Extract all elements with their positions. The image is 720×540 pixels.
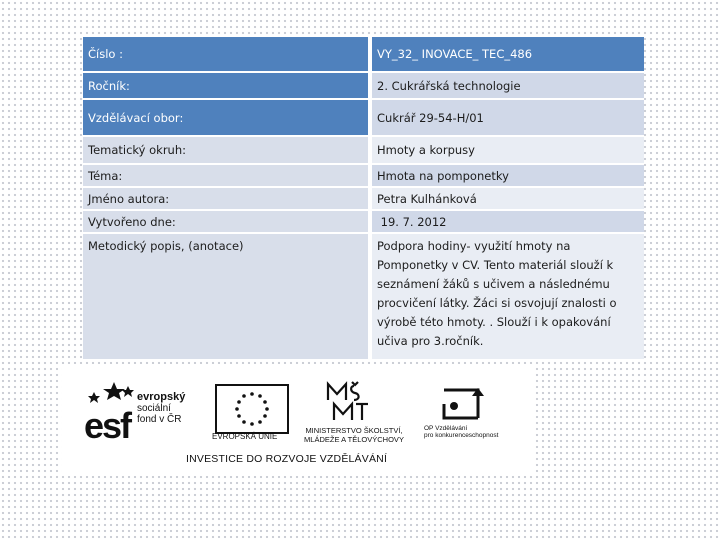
row-value-datum: 19. 7. 2012 bbox=[370, 210, 644, 233]
table-row bbox=[83, 233, 644, 359]
op-caption bbox=[424, 425, 514, 439]
table-row bbox=[83, 187, 644, 210]
msmt-line-1: MINISTERSTVO ŠKOLSTVÍ, bbox=[305, 426, 403, 435]
row-label-tema: Téma: bbox=[83, 164, 370, 187]
logo-banner bbox=[62, 364, 534, 476]
esf-line-1: evropský bbox=[137, 391, 186, 403]
row-label-anotace: Metodický popis, (anotace) bbox=[83, 233, 370, 359]
investice-banner-text: INVESTICE DO ROZVOJE VZDĚLÁVÁNÍ bbox=[186, 453, 388, 465]
eu-flag-icon bbox=[215, 384, 289, 434]
table-row bbox=[83, 99, 644, 136]
msmt-caption bbox=[294, 426, 414, 444]
row-value-cislo: VY_32_ INOVACE_ TEC_486 bbox=[370, 37, 644, 72]
row-value-okruh: Hmoty a korpusy bbox=[370, 136, 644, 164]
row-value-tema: Hmota na pomponetky bbox=[370, 164, 644, 187]
eu-caption: EVROPSKÁ UNIE bbox=[212, 432, 278, 441]
row-value-obor: Cukrář 29-54-H/01 bbox=[370, 99, 644, 136]
row-value-anotace: Podpora hodiny- využití hmoty na Pomponetky v CV. Tento materiál slouží k seznámení žáků s učivem a následnému procvičení látky. Žáci si osvojují znalosti o výrobě této hmoty. . Slouží i k opakování učiva pro 3.ročník. bbox=[370, 233, 644, 359]
row-label-autor: Jméno autora: bbox=[83, 187, 370, 210]
svg-text:esf: esf bbox=[84, 405, 131, 442]
msmt-line-2: MLÁDEŽE A TĚLOVÝCHOVY bbox=[304, 435, 404, 444]
row-label-rocnik: Ročník: bbox=[83, 72, 370, 99]
table-row bbox=[83, 164, 644, 187]
row-label-okruh: Tematický okruh: bbox=[83, 136, 370, 164]
table-row bbox=[83, 210, 644, 233]
esf-logo-icon bbox=[84, 380, 140, 442]
info-table bbox=[83, 37, 644, 359]
row-value-autor: Petra Kulhánková bbox=[370, 187, 644, 210]
table-row bbox=[83, 72, 644, 99]
esf-line-3: fond v ČR bbox=[137, 414, 182, 425]
op-line-1: OP Vzdělávání bbox=[424, 425, 468, 432]
row-value-rocnik: 2. Cukrářská technologie bbox=[370, 72, 644, 99]
esf-line-2: sociální bbox=[137, 403, 171, 414]
msmt-logo-icon bbox=[324, 380, 374, 424]
table-row bbox=[83, 136, 644, 164]
esf-caption bbox=[137, 392, 185, 425]
row-label-cislo: Číslo : bbox=[83, 37, 370, 72]
table-row bbox=[83, 37, 644, 72]
op-logo-icon bbox=[434, 384, 490, 424]
op-line-2: pro konkurenceschopnost bbox=[424, 432, 499, 439]
row-label-datum: Vytvořeno dne: bbox=[83, 210, 370, 233]
row-label-obor: Vzdělávací obor: bbox=[83, 99, 370, 136]
